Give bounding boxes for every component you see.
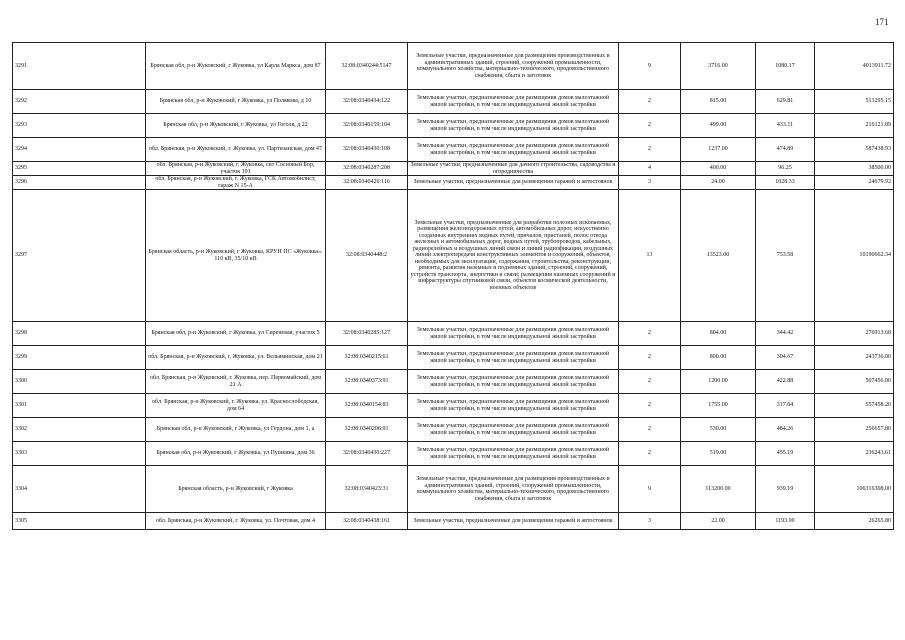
cell-cad: 32:08:0340287:208 xyxy=(326,162,408,176)
cell-price: 455.19 xyxy=(756,442,815,466)
cell-cost: 243736.00 xyxy=(815,346,894,370)
cell-area: 804.00 xyxy=(681,322,756,346)
cell-addr: Брянская обл, р-н Жуковский, г Жуковка, ул Полякова, д 10 xyxy=(146,90,326,114)
cell-addr: Брянская обл, р-н Жуковский, г Жуковка, ул Сиреневая, участок 5 xyxy=(146,322,326,346)
cell-addr: Брянская область, р-н Жуковский, г Жуковка, КРУН ПС «Жуковка». 110 кВ, 35/10 кВ xyxy=(146,190,326,322)
cell-num: 3298 xyxy=(13,322,146,346)
table-row xyxy=(13,394,894,418)
cell-code: 2 xyxy=(619,138,681,162)
cell-use: Земельные участки, предназначенные для размещения домов малоэтажной жилой застройки, в том числе индивидуальной жилой застройки xyxy=(408,322,619,346)
cell-code: 2 xyxy=(619,370,681,394)
table-row xyxy=(13,346,894,370)
cell-price: 96.25 xyxy=(756,162,815,176)
cell-price: 1080.17 xyxy=(756,43,815,90)
cell-cost: 4013911.72 xyxy=(815,43,894,90)
cell-use: Земельные участки, предназначенные для размещения домов малоэтажной жилой застройки, в том числе индивидуальной жилой застройки xyxy=(408,90,619,114)
table-body xyxy=(13,43,894,530)
cell-cad: 32:08:0340244:5147 xyxy=(326,43,408,90)
cell-cost: 106316308.00 xyxy=(815,466,894,513)
cell-cost: 587438.93 xyxy=(815,138,894,162)
cell-cost: 236243.61 xyxy=(815,442,894,466)
cell-cad: 32:08:0340285:127 xyxy=(326,322,408,346)
cell-use: Земельные участки, предназначенные для размещения домов малоэтажной жилой застройки, в том числе индивидуальной жилой застройки xyxy=(408,418,619,442)
cell-price: 422.88 xyxy=(756,370,815,394)
table-row xyxy=(13,138,894,162)
cell-area: 800.00 xyxy=(681,346,756,370)
cell-cad: 32:08:0340438:161 xyxy=(326,513,408,530)
cell-area: 13523.00 xyxy=(681,190,756,322)
cell-code: 9 xyxy=(619,466,681,513)
cell-use: Земельные участки, предназначенные для размещения производственных и административных зданий, строений, сооружений промышленности, коммунального хозяйства, материально-технического, продовольственного снабжения, сбыта и заготовок xyxy=(408,43,619,90)
cell-area: 519.00 xyxy=(681,442,756,466)
cell-use: Земельные участки, предназначенные для размещения гаражей и автостоянок xyxy=(408,176,619,190)
cell-use: Земельные участки, предназначенные для размещения домов малоэтажной жилой застройки, в том числе индивидуальной жилой застройки xyxy=(408,442,619,466)
cell-use: Земельные участки, предназначенные для размещения домов малоэтажной жилой застройки, в том числе индивидуальной жилой застройки xyxy=(408,394,619,418)
cell-use: Земельные участки, предназначенные для размещения домов малоэтажной жилой застройки, в том числе индивидуальной жилой застройки xyxy=(408,370,619,394)
cell-cost: 24679.92 xyxy=(815,176,894,190)
cell-num: 3295 xyxy=(13,162,146,176)
cell-code: 2 xyxy=(619,442,681,466)
table-row xyxy=(13,176,894,190)
page-number: 171 xyxy=(875,17,889,27)
cell-use: Земельные участки, предназначенные для дачного строительства, садоводства и огородничества xyxy=(408,162,619,176)
cell-price: 484.26 xyxy=(756,418,815,442)
cell-cad: 32:08:0340448:2 xyxy=(326,190,408,322)
cell-code: 2 xyxy=(619,114,681,138)
cell-cad: 32:08:0340206:91 xyxy=(326,418,408,442)
cell-code: 3 xyxy=(619,513,681,530)
cell-area: 3716.00 xyxy=(681,43,756,90)
cell-addr: Брянская область, р-н Жуковский, г Жуковка xyxy=(146,466,326,513)
cell-use: Земельные участки, предназначенные для размещения домов малоэтажной жилой застройки, в том числе индивидуальной жилой застройки xyxy=(408,346,619,370)
cell-price: 344.42 xyxy=(756,322,815,346)
cell-num: 3304 xyxy=(13,466,146,513)
cell-use: Земельные участки, предназначенные для размещения домов малоэтажной жилой застройки, в том числе индивидуальной жилой застройки xyxy=(408,114,619,138)
cell-use: Земельные участки, предназначенные для размещения производственных и административных зданий, строений, сооружений промышленности, коммунального хозяйства, материально-технического, продовольственного снабжения, сбыта и заготовок xyxy=(408,466,619,513)
table-row xyxy=(13,513,894,530)
cell-area: 1200.00 xyxy=(681,370,756,394)
land-cadastral-table xyxy=(12,42,894,530)
cell-area: 113200.00 xyxy=(681,466,756,513)
cell-area: 499.00 xyxy=(681,114,756,138)
cell-addr: обл. Брянская, р-н Жуковский, г. Жуковка, ГСК Автомобилист, гараж N 15-А xyxy=(146,176,326,190)
cell-price: 939.19 xyxy=(756,466,815,513)
cell-cost: 513295.15 xyxy=(815,90,894,114)
cell-price: 474.89 xyxy=(756,138,815,162)
cell-code: 2 xyxy=(619,394,681,418)
table-row xyxy=(13,466,894,513)
table-row xyxy=(13,442,894,466)
cell-cost: 216121.89 xyxy=(815,114,894,138)
cell-price: 433.11 xyxy=(756,114,815,138)
cell-code: 3 xyxy=(619,176,681,190)
cell-code: 2 xyxy=(619,90,681,114)
cell-addr: Брянская обл, р-н Жуковский, г Жуковка, ул Пушкина, дом 36 xyxy=(146,442,326,466)
cell-addr: Брянская обл, р-н Жуковский, г Жуковка, ул Карла Маркса, дом 87 xyxy=(146,43,326,90)
cell-area: 22.00 xyxy=(681,513,756,530)
cell-num: 3302 xyxy=(13,418,146,442)
cell-num: 3293 xyxy=(13,114,146,138)
cell-area: 400.00 xyxy=(681,162,756,176)
cell-addr: обл. Брянская, р-н Жуковский, г. Жуковка, снт Сосновый Бор, участок 191 xyxy=(146,162,326,176)
cell-area: 815.00 xyxy=(681,90,756,114)
table-row xyxy=(13,114,894,138)
cell-price: 304.67 xyxy=(756,346,815,370)
cell-price: 1028.33 xyxy=(756,176,815,190)
cell-cad: 32:08:0340426:116 xyxy=(326,176,408,190)
cell-area: 530.00 xyxy=(681,418,756,442)
cell-cad: 32:08:0340159:104 xyxy=(326,114,408,138)
cell-addr: обл. Брянская, р-н Жуковский, г. Жуковка, ул. Вельяминская, дом 21 xyxy=(146,346,326,370)
cell-area: 1237.00 xyxy=(681,138,756,162)
cell-num: 3300 xyxy=(13,370,146,394)
cell-use: Земельные участки, предназначенные для размещения домов малоэтажной жилой застройки, в том числе индивидуальной жилой застройки xyxy=(408,138,619,162)
cell-price: 753.58 xyxy=(756,190,815,322)
cell-area: 24.00 xyxy=(681,176,756,190)
cell-code: 2 xyxy=(619,346,681,370)
cell-price: 317.64 xyxy=(756,394,815,418)
cell-code: 2 xyxy=(619,418,681,442)
table-row xyxy=(13,162,894,176)
table-row xyxy=(13,418,894,442)
cell-code: 2 xyxy=(619,322,681,346)
cell-addr: обл. Брянская, р-н Жуковский, г. Жуковка, ул. Партизанская, дом 47 xyxy=(146,138,326,162)
cell-use: Земельные участки, предназначенные для размещения гаражей и автостоянок xyxy=(408,513,619,530)
cell-num: 3305 xyxy=(13,513,146,530)
cell-cost: 276913.68 xyxy=(815,322,894,346)
table-row xyxy=(13,370,894,394)
cell-addr: обл. Брянская, р-н Жуковский, г. Жуковка, ул. Краснослободская, дом 64 xyxy=(146,394,326,418)
cell-addr: обл. Брянская, р-н Жуковский, г. Жуковка, пер. Первомайский, дом 21 А xyxy=(146,370,326,394)
cell-price: 629.81 xyxy=(756,90,815,114)
cell-cad: 32:08:0340215:61 xyxy=(326,346,408,370)
cell-cost: 507456.00 xyxy=(815,370,894,394)
cell-cad: 32:08:0340430:227 xyxy=(326,442,408,466)
cell-addr: Брянская обл, р-н Жуковский, г Жуковка, ул Гердона, дом 1, а xyxy=(146,418,326,442)
cell-use: Земельные участки, предназначенные для разработки полезных ископаемых, размещения железнодорожных путей, автомобильных дорог, искусственно созданных внутренних водных путей, причалов, пристаней, полос отвода железных и автомобильных дорог, водных путей, трубопроводов, кабельных, радиорелейных и воздушных линий связи и линий радиофикации, воздушных линий электропередачи конструктивных элементов и сооружений, объектов, необходимых для эксплуатации, содержания, строительства, реконструкции, ремонта, развития наземных и подземных зданий, строений, сооружений, устройств транспорта, энергетики и связи; размещения наземных сооружений и инфраструктуры спутниковой связи, объектов космической деятельности, военных объектов xyxy=(408,190,619,322)
cell-cad: 32:08:0340423:31 xyxy=(326,466,408,513)
cell-cost: 38500.00 xyxy=(815,162,894,176)
cell-num: 3294 xyxy=(13,138,146,162)
table-row xyxy=(13,322,894,346)
cell-num: 3299 xyxy=(13,346,146,370)
table-row xyxy=(13,43,894,90)
cell-code: 13 xyxy=(619,190,681,322)
cell-num: 3303 xyxy=(13,442,146,466)
cell-cad: 32:08:0340430:108 xyxy=(326,138,408,162)
cell-cost: 10190662.34 xyxy=(815,190,894,322)
cell-area: 1755.00 xyxy=(681,394,756,418)
cell-price: 1193.90 xyxy=(756,513,815,530)
cell-cost: 557458.20 xyxy=(815,394,894,418)
cell-num: 3291 xyxy=(13,43,146,90)
cell-addr: обл. Брянская, р-н Жуковский, г. Жуковка, ул. Почтовая, дом 4 xyxy=(146,513,326,530)
cell-cost: 26265.80 xyxy=(815,513,894,530)
cell-num: 3297 xyxy=(13,190,146,322)
cell-addr: Брянская обл, р-н Жуковский, г Жуковка, ул Гоголя, д 22 xyxy=(146,114,326,138)
cell-cost: 256657.80 xyxy=(815,418,894,442)
table-row xyxy=(13,190,894,322)
cell-num: 3292 xyxy=(13,90,146,114)
cell-cad: 32:08:0340434:122 xyxy=(326,90,408,114)
cell-code: 4 xyxy=(619,162,681,176)
cell-cad: 32:08:0340154:83 xyxy=(326,394,408,418)
cell-num: 3301 xyxy=(13,394,146,418)
cell-code: 9 xyxy=(619,43,681,90)
cell-num: 3296 xyxy=(13,176,146,190)
table-row xyxy=(13,90,894,114)
cell-cad: 32:08:0340373:91 xyxy=(326,370,408,394)
